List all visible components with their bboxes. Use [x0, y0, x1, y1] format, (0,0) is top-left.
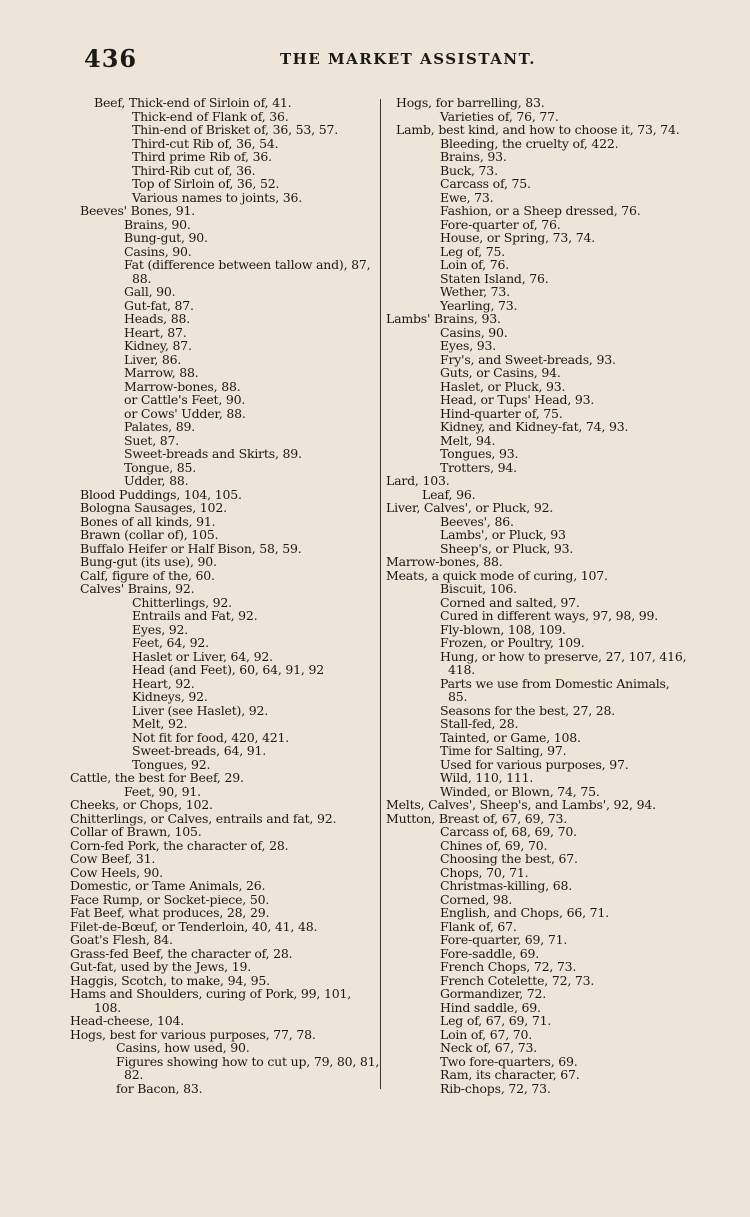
index-entry: Gut-fat, used by the Jews, 19. [70, 959, 251, 974]
index-entry: Fore-quarter of, 76. [440, 216, 561, 232]
index-entry: Calves' Brains, 92. [80, 581, 195, 596]
index-entry: Tainted, or Game, 108. [440, 729, 581, 745]
index-entry: 85. [448, 689, 468, 704]
index-entry: Domestic, or Tame Animals, 26. [70, 878, 266, 893]
index-entry: Loin of, 67, 70. [440, 1026, 533, 1042]
index-entry: Not fit for food, 420, 421. [132, 729, 290, 745]
index-entry: Collar of Brawn, 105. [70, 824, 202, 839]
index-entry: Parts we use from Domestic Animals, [440, 675, 670, 691]
index-entry: Casins, 90. [440, 324, 508, 340]
index-entry: Fat Beef, what produces, 28, 29. [70, 905, 270, 920]
index-entry: Thick-end of Flank of, 36. [132, 108, 289, 124]
index-entry: Cured in different ways, 97, 98, 99. [440, 608, 659, 623]
index-entry: Beef, Thick-end of Sirloin of, 41. [94, 95, 292, 110]
index-entry: Staten Island, 76. [440, 270, 549, 286]
index-entry: Eyes, 92. [132, 621, 189, 637]
index-entry: Bleeding, the cruelty of, 422. [440, 135, 619, 151]
index-entry: Melt, 92. [132, 716, 188, 731]
index-entry: Hind-quarter of, 75. [440, 405, 563, 421]
index-entry: 82. [124, 1067, 144, 1082]
index-entry: Chitterlings, or Calves, entrails and fat, 92. [70, 810, 337, 826]
index-entry: Palates, 89. [124, 419, 196, 434]
index-entry: Wild, 110, 111. [440, 770, 534, 785]
index-entry: Liver (see Haslet), 92. [132, 702, 269, 718]
index-entry: Trotters, 94. [440, 459, 517, 475]
index-entry: Lambs' Brains, 93. [386, 311, 501, 326]
page-number: 436 [84, 44, 138, 73]
index-entry: Blood Puddings, 104, 105. [80, 486, 242, 502]
index-entry: Biscuit, 106. [440, 581, 517, 596]
index-entry: Buffalo Heifer or Half Bison, 58, 59. [80, 540, 302, 556]
index-entry: Liver, Calves', or Pluck, 92. [386, 500, 554, 515]
index-entry: 108. [94, 999, 122, 1015]
index-entry: Cow Heels, 90. [70, 864, 163, 880]
index-column-left [70, 96, 378, 1095]
index-entry: Suet, 87. [124, 432, 180, 448]
index-entry: Fly-blown, 108, 109. [440, 621, 566, 637]
index-entry: Lamb, best kind, and how to choose it, 73, 74. [396, 122, 680, 137]
index-entry: Heads, 88. [124, 311, 190, 326]
index-entry: Ram, its character, 67. [440, 1067, 580, 1082]
index-entry: Hung, or how to preserve, 27, 107, 416, [440, 648, 687, 664]
index-entry: Grass-fed Beef, the character of, 28. [70, 945, 293, 961]
column-divider [380, 99, 381, 1089]
index-entry: Neck of, 67, 73. [440, 1040, 538, 1055]
index-entry: Goat's Flesh, 84. [70, 932, 173, 947]
index-entry: Brains, 90. [124, 216, 191, 232]
index-entry: Head-cheese, 104. [70, 1013, 185, 1028]
index-entry: Fashion, or a Sheep dressed, 76. [440, 203, 641, 218]
index-entry: Haslet or Liver, 64, 92. [132, 648, 273, 664]
index-entry: Fore-quarter, 69, 71. [440, 932, 568, 947]
index-entry: Chitterlings, 92. [132, 594, 232, 610]
index-entry: Two fore-quarters, 69. [440, 1053, 578, 1069]
index-column-right [386, 96, 704, 1095]
index-entry: Chines of, 69, 70. [440, 837, 548, 853]
index-entry: Leg of, 75. [440, 243, 506, 259]
index-entry: Various names to joints, 36. [132, 189, 303, 205]
index-entry: Used for various purposes, 97. [440, 756, 629, 772]
index-entry: Leg of, 67, 69, 71. [440, 1013, 552, 1028]
index-entry: Sweet-breads, 64, 91. [132, 743, 267, 758]
index-entry: or Cattle's Feet, 90. [124, 392, 246, 407]
index-entry: Gut-fat, 87. [124, 297, 194, 313]
index-entry: Hogs, best for various purposes, 77, 78. [70, 1026, 316, 1042]
index-entry: Fore-saddle, 69. [440, 945, 540, 961]
index-entry: Sheep's, or Pluck, 93. [440, 540, 574, 556]
index-entry: French Cotelette, 72, 73. [440, 972, 595, 988]
index-entry: Wether, 73. [440, 284, 510, 299]
index-entry: Feet, 64, 92. [132, 635, 209, 650]
index-entry: House, or Spring, 73, 74. [440, 230, 595, 245]
index-entry: Gall, 90. [124, 284, 176, 299]
index-entry: Entrails and Fat, 92. [132, 608, 258, 623]
index-entry: or Cows' Udder, 88. [124, 405, 246, 421]
index-entry: Mutton, Breast of, 67, 69, 73. [386, 810, 568, 826]
index-entry: Sweet-breads and Skirts, 89. [124, 446, 302, 461]
index-entry: Thin-end of Brisket of, 36, 53, 57. [132, 122, 338, 137]
index-entry: Liver, 86. [124, 351, 182, 367]
index-entry: Tongues, 92. [132, 756, 211, 772]
index-entry: Corn-fed Pork, the character of, 28. [70, 837, 289, 853]
index-entry: Chops, 70, 71. [440, 864, 529, 880]
index-entry: Cheeks, or Chops, 102. [70, 797, 213, 812]
index-entry: Corned, 98. [440, 891, 513, 907]
index-entry: Haslet, or Pluck, 93. [440, 378, 566, 394]
index-entry: Kidney, and Kidney-fat, 74, 93. [440, 419, 629, 434]
index-entry: Hogs, for barrelling, 83. [396, 95, 545, 110]
index-entry: Stall-fed, 28. [440, 716, 519, 731]
index-entry: Marrow, 88. [124, 365, 199, 380]
index-entry: Third prime Rib of, 36. [132, 149, 272, 164]
index-entry: Melts, Calves', Sheep's, and Lambs', 92, 94. [386, 797, 656, 812]
index-entry: Marrow-bones, 88. [386, 554, 503, 569]
index-entry: Choosing the best, 67. [440, 851, 578, 866]
index-entry: Kidneys, 92. [132, 689, 208, 704]
index-entry: Seasons for the best, 27, 28. [440, 702, 616, 718]
index-entry: Heart, 87. [124, 324, 187, 340]
index-entry: Time for Salting, 97. [440, 743, 567, 758]
index-entry: Beeves' Bones, 91. [80, 203, 196, 218]
index-entry: Beeves', 86. [440, 513, 514, 529]
index-entry: Leaf, 96. [422, 486, 476, 502]
index-entry: Winded, or Blown, 74, 75. [440, 783, 600, 799]
index-entry: Filet-de-Bœuf, or Tenderloin, 40, 41, 48. [70, 918, 318, 934]
index-entry: Bones of all kinds, 91. [80, 513, 216, 529]
index-entry: Varieties of, 76, 77. [440, 108, 559, 124]
index-entry: French Chops, 72, 73. [440, 959, 577, 974]
index-entry: Bung-gut (its use), 90. [80, 554, 217, 569]
index-entry: Ewe, 73. [440, 189, 494, 205]
index-entry: Carcass of, 68, 69, 70. [440, 824, 577, 839]
index-entry: Fat (difference between tallow and), 87, [124, 257, 371, 272]
index-entry: Flank of, 67. [440, 918, 517, 934]
index-entry: Feet, 90, 91. [124, 783, 201, 799]
index-entry: Casins, 90. [124, 243, 192, 259]
index-entry: 88. [132, 270, 152, 286]
index-entry: Brawn (collar of), 105. [80, 527, 219, 542]
index-entry: Face Rump, or Socket-piece, 50. [70, 891, 270, 907]
index-entry: 418. [448, 662, 476, 677]
index-entry: Buck, 73. [440, 162, 498, 178]
index-entry: Lard, 103. [386, 473, 450, 488]
index-entry: Hams and Shoulders, curing of Pork, 99, 101, [70, 986, 351, 1001]
running-title: THE MARKET ASSISTANT. [280, 50, 537, 68]
index-entry: Third-cut Rib of, 36, 54. [132, 135, 279, 151]
index-entry: English, and Chops, 66, 71. [440, 905, 609, 920]
index-entry: Casins, how used, 90. [116, 1040, 250, 1055]
index-entry: Meats, a quick mode of curing, 107. [386, 567, 608, 583]
index-entry: Third-Rib cut of, 36. [132, 162, 256, 178]
index-entry: Hind saddle, 69. [440, 999, 541, 1015]
index-entry: Tongues, 93. [440, 446, 519, 461]
index-entry: Cow Beef, 31. [70, 851, 156, 866]
index-entry: Christmas-killing, 68. [440, 878, 573, 893]
index-entry: Calf, figure of the, 60. [80, 567, 215, 583]
index-entry: Haggis, Scotch, to make, 94, 95. [70, 972, 270, 988]
index-entry: Corned and salted, 97. [440, 594, 580, 610]
index-entry: Cattle, the best for Beef, 29. [70, 770, 244, 785]
index-entry: Figures showing how to cut up, 79, 80, 81, [116, 1053, 380, 1069]
index-entry: Bung-gut, 90. [124, 230, 208, 245]
index-entry: Guts, or Casins, 94. [440, 365, 561, 380]
index-entry: Fry's, and Sweet-breads, 93. [440, 351, 616, 367]
index-entry: Frozen, or Poultry, 109. [440, 635, 585, 650]
index-entry: Kidney, 87. [124, 338, 192, 353]
index-entry: Bologna Sausages, 102. [80, 500, 227, 515]
index-entry: Head, or Tups' Head, 93. [440, 392, 595, 407]
index-entry: Yearling, 73. [440, 297, 518, 313]
index-entry: Gormandizer, 72. [440, 986, 547, 1001]
index-entry: Tongue, 85. [124, 459, 197, 475]
index-entry: Rib-chops, 72, 73. [440, 1080, 551, 1096]
index-entry: Head (and Feet), 60, 64, 91, 92 [132, 662, 324, 677]
index-entry: Lambs', or Pluck, 93 [440, 527, 566, 542]
index-entry: for Bacon, 83. [116, 1080, 203, 1096]
index-entry: Eyes, 93. [440, 338, 497, 353]
index-entry: Brains, 93. [440, 149, 507, 164]
index-entry: Marrow-bones, 88. [124, 378, 241, 394]
index-entry: Loin of, 76. [440, 257, 509, 272]
index-entry: Heart, 92. [132, 675, 195, 691]
index-entry: Udder, 88. [124, 473, 189, 488]
index-entry: Carcass of, 75. [440, 176, 531, 191]
index-entry: Top of Sirloin of, 36, 52. [132, 176, 280, 191]
index-entry: Melt, 94. [440, 432, 496, 448]
